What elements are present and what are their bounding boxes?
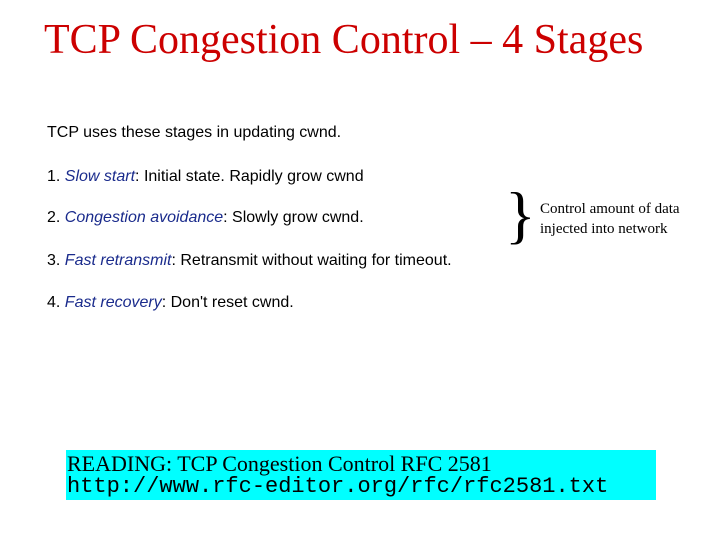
brace-note-line: Control amount of data [540,201,680,217]
right-brace: } [505,179,536,250]
intro-text: TCP uses these stages in updating cwnd. [47,124,342,141]
stage-number: 3. [47,252,65,269]
stage-item-fast-recovery [47,293,294,312]
stage-description: : Don't reset cwnd. [161,294,294,311]
stage-term: Congestion avoidance [64,209,224,226]
stage-term: Fast retransmit [64,252,172,269]
stage-number: 2. [47,209,65,226]
reading-title: READING: TCP Congestion Control RFC 2581 [67,451,492,476]
slide-title: TCP Congestion Control – 4 Stages [44,17,644,63]
stage-item-slow-start [47,167,364,186]
stage-description: : Slowly grow cwnd. [223,209,364,226]
stage-number: 1. [47,168,65,185]
brace-note [540,200,715,239]
reading-box [66,450,656,500]
stage-description: : Retransmit without waiting for timeout. [171,252,452,269]
stage-item-congestion-avoidance [47,208,364,227]
stage-term: Fast recovery [64,294,162,311]
stage-number: 4. [47,294,65,311]
reading-url-link[interactable]: http://www.rfc-editor.org/rfc/rfc2581.txt [67,474,609,500]
stage-description: : Initial state. Rapidly grow cwnd [135,168,364,185]
brace-note-line: injected into network [540,220,668,237]
stage-term: Slow start [64,168,136,185]
stage-item-fast-retransmit [47,251,452,270]
